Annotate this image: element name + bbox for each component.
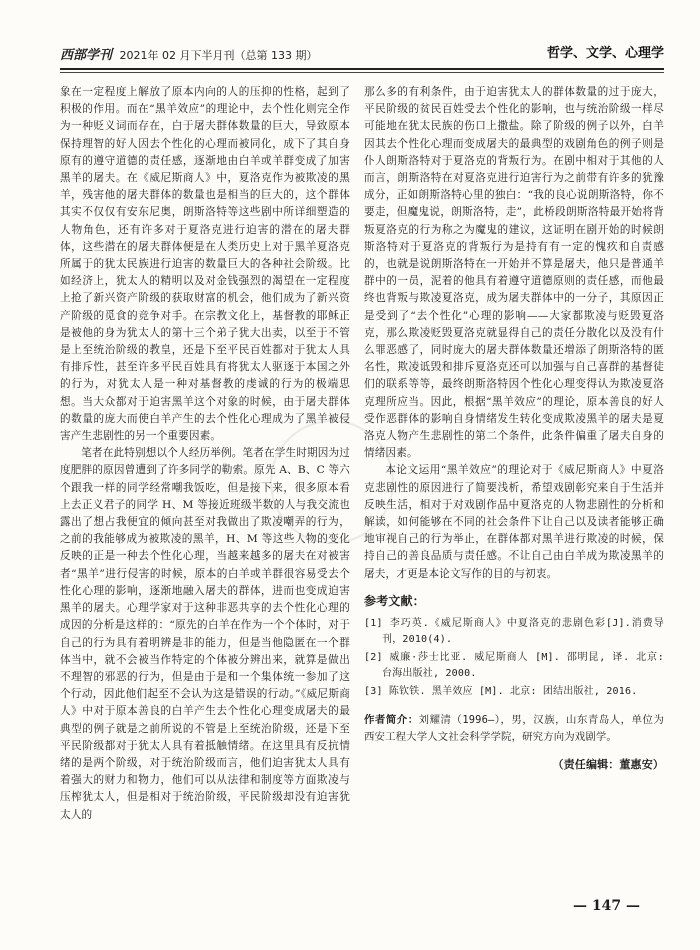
page-number: — 147 — [573,898,640,914]
references-title: 参考文献： [364,593,425,608]
reference-item: [3] 陈钦铁. 黑羊效应 [M]. 北京: 团结出版社, 2016. [364,686,638,698]
author-bio [364,712,664,746]
header-rule-thin [60,72,664,73]
running-header [60,36,664,66]
header-rule-thick [60,68,664,70]
left-column [60,84,350,824]
header-journal-info [60,44,318,63]
author-bio-label: 作者简介： [364,714,419,727]
body-paragraph: 笔者在此特别想以个人经历举例。笔者在学生时期因为过度肥胖的原因曾遭到了许多同学的勒索。原先 A、B、C 等六个跟我一样的同学经常嘲我饭吃，但是接下来，很多原本看上去正义君子的同学 H、M 等接近班级半数的人与我交流也露出了想占我便宜的倾向甚至对我做出了欺凌嘲弄的行为，之前的我能够成为被欺凌的黑羊，H、M 等这些人物的变化反映的正是一种去个性化心理，当越来越多的屠夫在对被害者“黑羊”进行侵害的时候，原本的白羊或羊群很容易受去个性化心理的影响，逐渐地融入屠夫的群体，进而也变成迫害黑羊的屠夫。心理学家对于这种非恶共享的去个性化心理的成因的分析是这样的：“原先的白羊在作为一个个体时，对于自己的行为具有着明辨是非的能力，但是当他隐匿在一个群体当中，就不会被当作特定的个体被分辨出来，就算是做出不理智的邪恶的行为，但是由于是和一个集体统一参加了这个行动，因此他们起至不会认为这是错误的行动。”《威尼斯商人》中对于原本善良的白羊产生去个性化心理变成屠夫的最典型的例子就是之前所说的不管是上至统治阶级，还是下至平民阶级都对于犹太人具有着抵触情绪。在这里具有反抗情绪的是两个阶级，对于统治阶级而言，他们迫害犹太人具有着强大的财力和物力，他们可以从法律和制度等方面欺凌与压榨犹太人，但是相对于统治阶级，平民阶级却没有迫害犹太人的 [60,447,350,821]
reference-list [364,616,664,700]
body-paragraph: 那么多的有利条件，由于迫害犹太人的群体数量的过于庞大，平民阶级的贫民百姓受去个性化的影响，也与统治阶级一样尽可能地在犹太民族的伤口上撒盐。除了阶级的例子以外，白羊因其去个性化心理而变成屠夫的最典型的戏剧角色的例子则是仆人朗斯洛特对于夏洛克的背叛行为。在剧中相对于其他的人而言，朗斯洛特在对夏洛克进行迫害行为之前带有许多的犹豫成分，正如朗斯洛特心里的独白：“我的良心说朗斯洛特，你不要走，但魔鬼说，朗斯洛特，走”，此桥段朗斯洛特最开始将背叛夏洛克的行为称之为魔鬼的建议，这证明在剧开始的时候朗斯洛特对于夏洛克的背叛行为是持有有一定的愧疚和自责感的，也就是说朗斯洛特在一开始并不算是屠夫，他只是普通羊群中的一员，泥着的他具有着遵守道德原则的责任感，而他最终也背叛与欺凌夏洛克，成为屠夫群体中的一分子，其原因正是受到了“去个性化”心理的影响——大家都欺凌与贬毁夏洛克，那么欺凌贬毁夏洛克就显得自己的责任分散化以及没有什么罪恶感了，同时庞大的屠夫群体数量还增添了朗斯洛特的匿名性，欺凌诋毁和排斥夏洛克还可以加强与自己喜群的基督徒们的联系等等，最终朗斯洛特因个性化心理变得认为欺凌夏洛克理所应当。因此，根据“黑羊效应”的理论，原本善良的好人受作恶群体的影响自身情绪发生转化变成欺凌黑羊的屠夫是夏洛克人物产生悲剧性的第二个条件，此条件偏重了屠夫自身的情绪因素。 [364,86,664,460]
issue-info: 2021年 02 月下半月刊（总第 133 期） [119,49,318,62]
author-bio-text: 刘耀清（1996—），男，汉族，山东青岛人，单位为西安工程大学人文社会科学学院，研究方向为戏剧学。 [364,714,665,744]
right-column [364,84,664,773]
section-title: 哲学、文学、心理学 [546,46,664,61]
reference-item: [2] 威廉·莎士比亚. 威尼斯商人 [M]. 邵明昆, 译. 北京: 台海出版社, 2000. [364,652,664,680]
journal-name: 西部学刊 [60,48,113,63]
responsible-editor: （责任编辑：董惠安） [552,758,664,772]
body-paragraph: 本论文运用“黑羊效应”的理论对于《威尼斯商人》中夏洛克悲剧性的原因进行了简要浅析，希望戏剧彰究来自于生活并反映生活，相对于对戏剧作品中夏洛克的人物悲剧性的分析和解读，如何能够在不同的社会条件下让自己以及读者能够正确地审视自己的行为举止，在群体都对黑羊进行欺凌的时候，保持自己的善良品质与责任感。不让自己由白羊成为欺凌黑羊的屠夫，才更是本论文写作的目的与初衷。 [364,464,664,580]
reference-item: [1] 李巧英.《威尼斯商人》中夏洛克的悲剧色彩[J].消费导刊，2010(4). [364,618,664,646]
body-paragraph: 象在一定程度上解放了原本内向的人的压抑的性格，起到了积极的作用。而在“黑羊效应”的理论中，去个性化则完全作为一种贬义词而存在，白于屠夫群体数量的巨大，导致原本保持理智的好人因去个性化的心理而被同化，成下了其自身原有的遵守道德的责任感，逐渐地由白羊或羊群变成了加害黑羊的屠夫。在《威尼斯商人》中，夏洛克作为被欺凌的黑羊，残害他的屠夫群体的数量也是相当的巨大的，这个群体其实不仅仅有安东尼奥，朗斯洛特等这些剧中所详细塑造的人物角色，还有许多对于夏洛克进行迫害的潜在的屠夫群体，这些潜在的屠夫群体便是在人类历史上对于黑羊夏洛克所属于的犹太民族进行迫害的数量巨大的各种社会阶级。比如经济上，犹太人的精明以及对金钱强烈的渴望在一定程度上抢了新兴资产阶级的获取财富的机会，他们成为了新兴资产阶级的觅食的竞争对手。在宗教文化上，基督教的耶稣正是被他的身为犹太人的第十三个弟子犹大出卖，以至于不管是上至统治阶级的教皇，还是下至平民百姓都对于犹太人具有排斥性，甚至许多平民百姓具有将犹太人驱逐于本国之外的行为，对犹太人是一种对基督教的虔诚的行为的极端思想。当大众都对于迫害黑羊这个对象的时候，由于屠夫群体的数量的庞大而使白羊产生的去个性化心理成为了黑羊被侵害产生悲剧性的另一个重要因素。 [60,86,350,443]
